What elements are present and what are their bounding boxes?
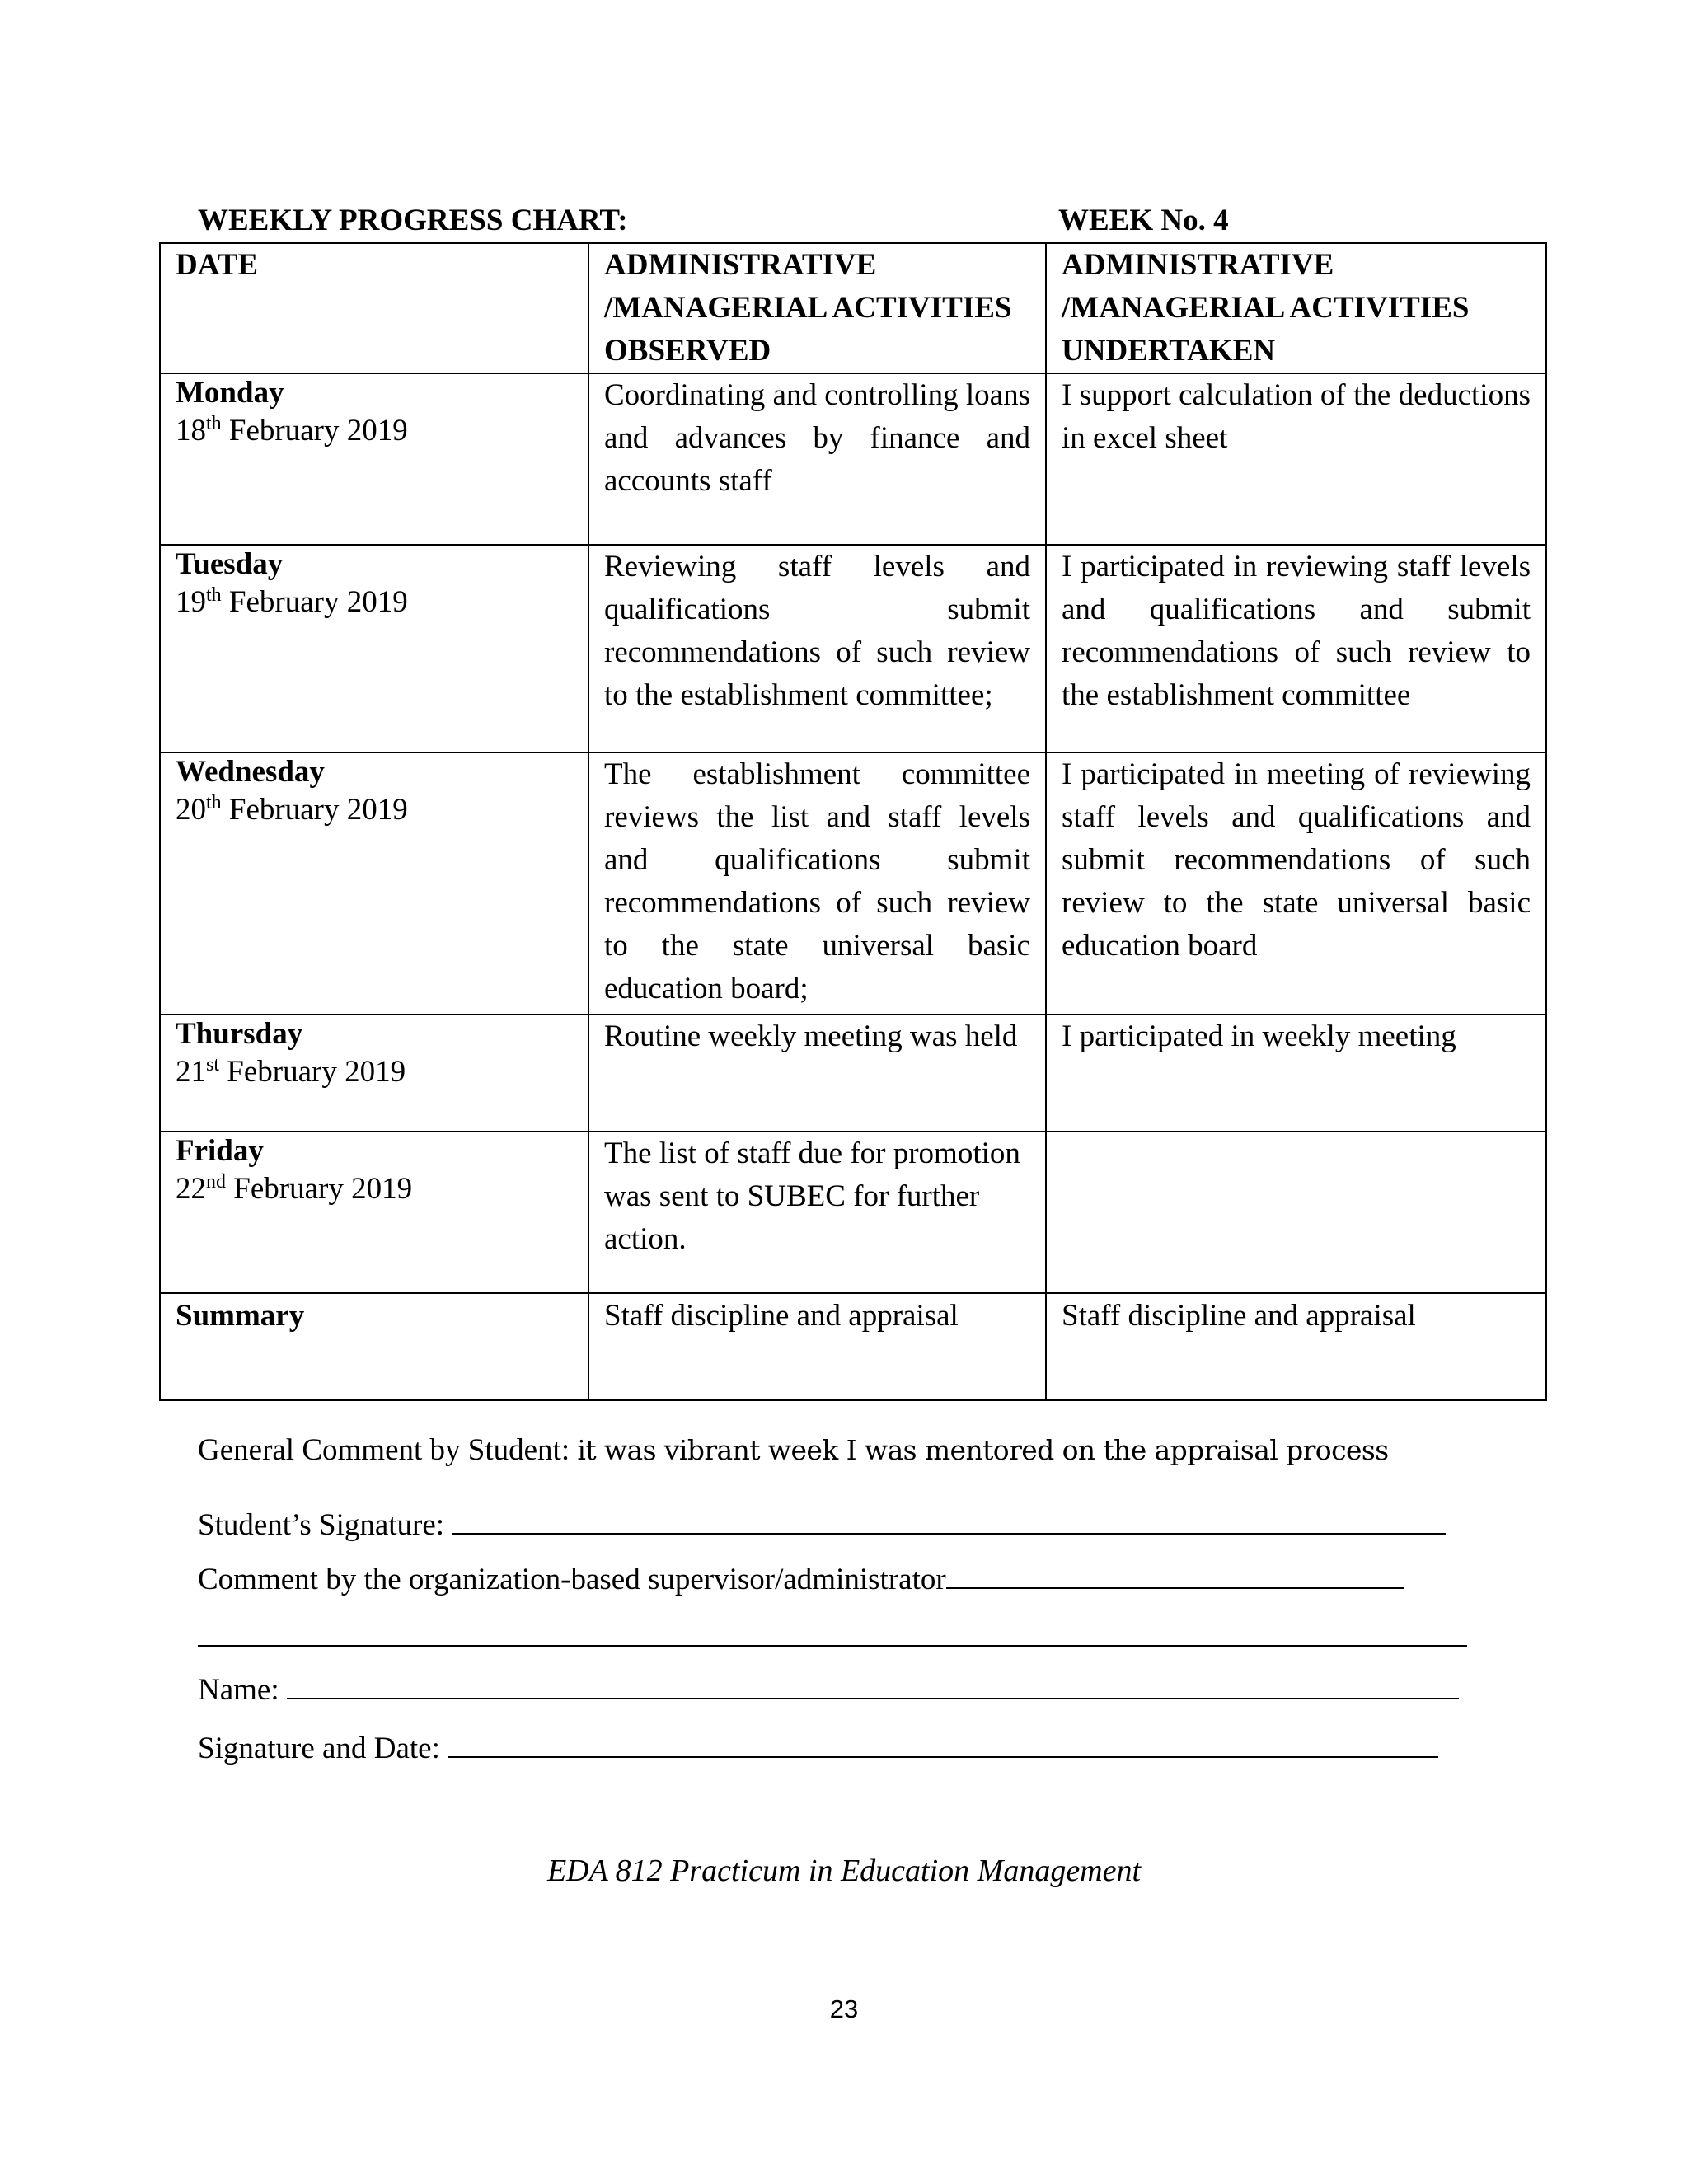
summary-row — [160, 1293, 1546, 1400]
general-comment-label: General Comment by Student: — [198, 1433, 578, 1467]
table-row — [160, 1132, 1546, 1293]
table-header-row — [160, 243, 1546, 373]
undertaken-cell — [1046, 1132, 1546, 1293]
day-name: Friday — [176, 1134, 264, 1168]
student-signature-line — [198, 1502, 1446, 1543]
table-row — [160, 545, 1546, 752]
observed-cell: Reviewing staff levels and qualifications submit recommendations of such review to the establishment committee; — [588, 545, 1046, 752]
summary-observed-cell: Staff discipline and appraisal — [588, 1293, 1046, 1400]
supervisor-comment-continuation — [198, 1614, 1467, 1655]
date-cell — [160, 1132, 588, 1293]
name-field[interactable] — [287, 1666, 1459, 1699]
observed-cell: Routine weekly meeting was held — [588, 1015, 1046, 1132]
week-number: WEEK No. 4 — [1058, 204, 1229, 237]
chart-title: WEEKLY PROGRESS CHART: — [198, 204, 628, 237]
date-text: 21st February 2019 — [176, 1054, 406, 1089]
day-name: Tuesday — [176, 547, 284, 581]
student-signature-label: Student’s Signature: — [198, 1508, 452, 1542]
day-name: Thursday — [176, 1017, 303, 1051]
date-cell — [160, 1015, 588, 1132]
table-row — [160, 1015, 1546, 1132]
signature-date-field[interactable] — [448, 1725, 1438, 1758]
date-text: 18th February 2019 — [176, 413, 408, 448]
name-label: Name: — [198, 1673, 287, 1707]
table-row — [160, 752, 1546, 1015]
date-text: 20th February 2019 — [176, 792, 408, 827]
date-cell — [160, 373, 588, 545]
page-number: 23 — [829, 1994, 859, 2023]
summary-label-cell — [160, 1293, 588, 1400]
undertaken-cell: I participated in reviewing staff levels and qualifications and submit recommendations of such review to the establishment committee — [1046, 545, 1546, 752]
supervisor-comment-line — [198, 1556, 1404, 1597]
general-comment — [198, 1430, 1389, 1471]
supervisor-comment-field[interactable] — [946, 1556, 1404, 1589]
summary-undertaken-cell: Staff discipline and appraisal — [1046, 1293, 1546, 1400]
header-date: DATE — [160, 243, 588, 373]
signature-date-label: Signature and Date: — [198, 1732, 448, 1765]
day-name: Monday — [176, 376, 284, 410]
supervisor-comment-label: Comment by the organization-based supervisor/administrator — [198, 1563, 946, 1596]
chart-heading — [198, 200, 1550, 241]
date-cell — [160, 545, 588, 752]
undertaken-cell: I support calculation of the deductions in excel sheet — [1046, 373, 1546, 545]
observed-cell: The list of staff due for promotion was sent to SUBEC for further action. — [588, 1132, 1046, 1293]
weekly-progress-table — [159, 242, 1547, 1401]
header-undertaken: ADMINISTRATIVE /MANAGERIAL ACTIVITIES UNDERTAKEN — [1046, 243, 1546, 373]
header-observed: ADMINISTRATIVE /MANAGERIAL ACTIVITIES OBSERVED — [588, 243, 1046, 373]
signature-date-line — [198, 1725, 1438, 1766]
undertaken-cell: I participated in meeting of reviewing staff levels and qualifications and submit recommendations of such review to the state universal basic education board — [1046, 752, 1546, 1015]
date-text: 22nd February 2019 — [176, 1171, 413, 1206]
general-comment-value: it was vibrant week I was mentored on the appraisal process — [577, 1434, 1389, 1466]
student-signature-field[interactable] — [452, 1502, 1446, 1535]
date-text: 19th February 2019 — [176, 584, 408, 619]
observed-cell: Coordinating and controlling loans and advances by finance and accounts staff — [588, 373, 1046, 545]
table-row — [160, 373, 1546, 545]
observed-cell: The establishment committee reviews the list and staff levels and qualifications submit recommendations of such review to the state universal basic education board; — [588, 752, 1046, 1015]
date-cell — [160, 752, 588, 1015]
name-line — [198, 1666, 1459, 1708]
course-footer: EDA 812 Practicum in Education Management — [546, 1854, 1142, 1888]
undertaken-cell: I participated in weekly meeting — [1046, 1015, 1546, 1132]
day-name: Wednesday — [176, 755, 325, 789]
supervisor-comment-field-2[interactable] — [198, 1614, 1467, 1647]
summary-label: Summary — [176, 1299, 305, 1333]
